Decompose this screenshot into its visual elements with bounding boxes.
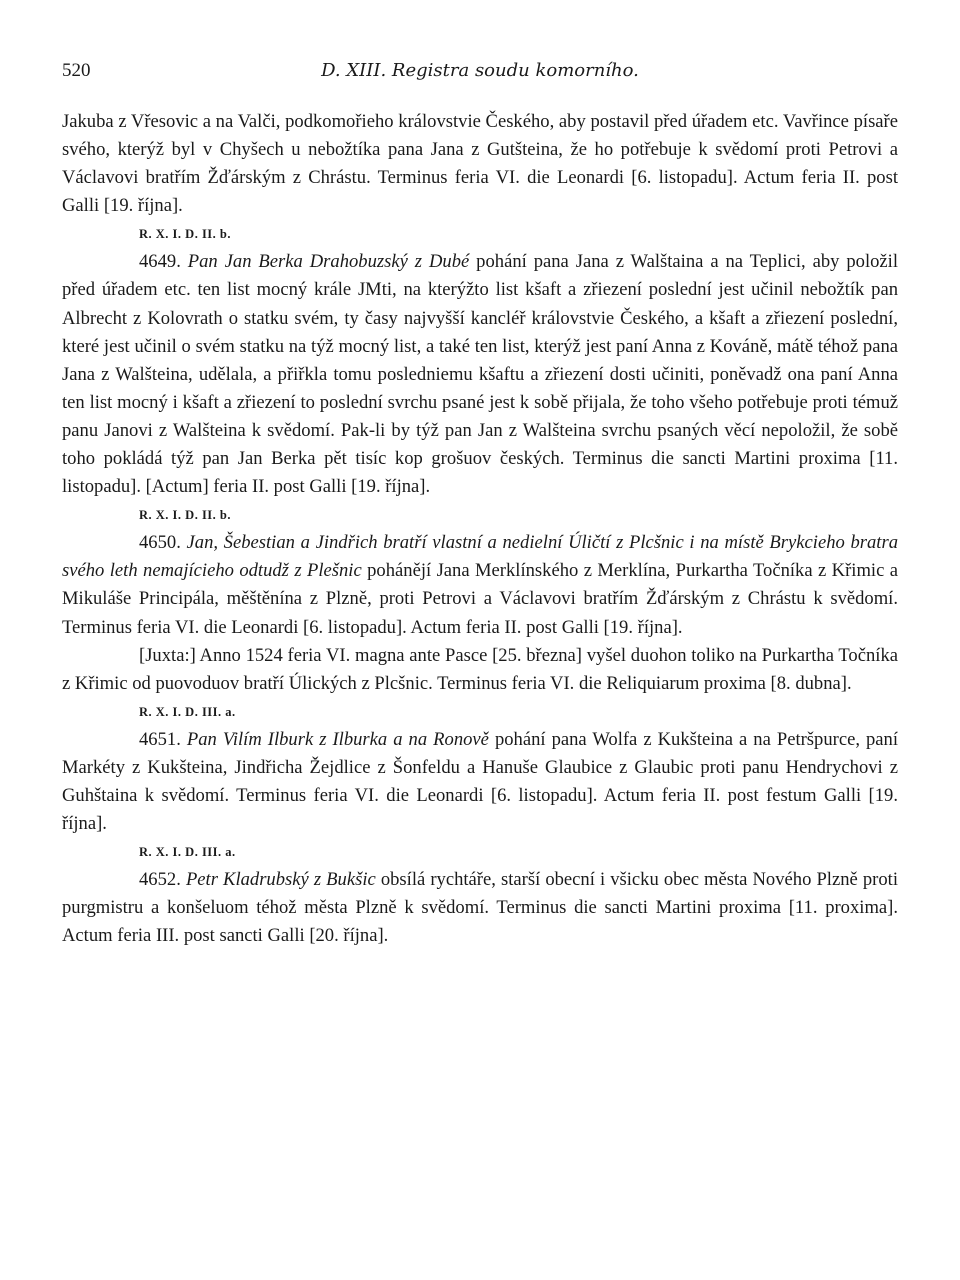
entry-text: obsílá rychtáře, starší obecní i všicku obec města Nového Plzně proti purgmistru a konšeluom téhož města Plzně k svědomí. Terminus die sancti Martini proxima [11. proxima]. Actum feria III. post sancti Galli [20. října]. (62, 869, 898, 947)
entry-names: Pan Jan Berka Drahobuzský z Dubé (187, 251, 470, 273)
entry-4650 (62, 529, 898, 641)
entry-names: Petr Kladrubský z Bukšic (185, 869, 376, 891)
archive-reference: R. X. I. D. III. a. (139, 704, 236, 719)
body-text (62, 108, 898, 950)
entry-number: 4650. (139, 532, 181, 554)
archive-reference: R. X. I. D. II. b. (139, 227, 232, 242)
archive-reference: R. X. I. D. II. b. (139, 508, 232, 523)
entry-number: 4651. (139, 728, 181, 750)
entry-number: 4649. (139, 251, 181, 273)
entry-text: pohání pana Wolfa z Kukšteina a na Petršpurce, paní Markéty z Kukšteina, Jindřicha Žejdlice z Šonfeldu a Hanuše Glaubice z Glaubic proti panu Hendrychovi z Guhštaina k svědomí. Terminus feria VI. die Leonardi [6. listopadu]. Actum feria II. post festum Galli [19. října]. (62, 728, 899, 835)
entry-text: pohání pana Jana z Walštaina a na Teplici, aby položil před úřadem etc. ten list mocný krále JMti, na kterýžto list kšaft a zřiezení poslední jest učinil nebožtík pan Albrecht z Kolovrath o statku svém, ty časy najvyšší kancléř královstvie Českého, a kšaft a zřiezení poslední, které jest učinil o svém statku na týž mocný list, a také ten list, kterýž jest paní Anna z Kováně, mátě téhož pana Jana z Walšteina, udělala, a přiřkla tomu posledniemu kšaftu a zřiezení dosti učiniti, poněvadž ona paní Anna ten list mocný i kšaft a zřiezení to poslední svrchu psané jest k sobě přijala, že toho všeho potřebuje proti témuž panu Janovi z Walšteina k svědomí. Pak-li by týž pan Jan z Walšteina svrchu psaných věcí nepoložil, že sobě toho pokládá týž pan Jan Berka pět tisíc kop grošuov českých. Terminus die sancti Martini proxima [11. listopadu]. [Actum] feria II. post Galli [19. října]. (62, 251, 898, 498)
entry-4651 (62, 726, 898, 838)
entry-number: 4652. (139, 869, 181, 891)
archive-reference: R. X. I. D. III. a. (139, 845, 236, 860)
entry-4652 (62, 866, 898, 950)
entry-names: Pan Vilím Ilburk z Ilburka a na Ronově (186, 728, 489, 750)
entry-text: pohánějí Jana Merklínského z Merklína, Purkartha Točníka z Křimic a Mikuláše Principála, měštěnína z Plzně, proti Petrovi a Václavovi bratřím Žďárským z Chrástu k svědomí. Terminus feria VI. die Leonardi [6. listopadu]. Actum feria II. post Galli [19. října]. (62, 560, 898, 638)
entry-names: Jan, Šebestian a Jindřich bratří vlastní a nedielní Úličtí z Plcšnic i na místě Brykcieho bratra svého leth nemajícieho odtudž z Plešnic (62, 532, 898, 582)
running-title: D. XIII. Registra soudu komorního. (321, 60, 639, 81)
document-page (62, 58, 898, 950)
page-number: 520 (62, 60, 91, 81)
page-header (62, 58, 898, 88)
intro-paragraph: Jakuba z Vřesovic a na Valči, podkomořieho královstvie Českého, aby postavil před úřadem etc. Vavřince písaře svého, kterýž byl v Chyšech u nebožtíka pana Jana z Gutšteina, že ho potřebuje k svědomí proti Petrovi a Václavovi bratřím Žďárským z Chrástu. Terminus feria VI. die Leonardi [6. listopadu]. Actum feria II. post Galli [19. října]. (62, 111, 898, 217)
entry-4650-note: [Juxta:] Anno 1524 feria VI. magna ante Pasce [25. března] vyšel duohon toliko na Purkartha Točníka z Křimic od puovoduov bratří Úlických z Plcšnic. Terminus feria VI. die Reliquiarum proxima [8. dubna]. (62, 644, 898, 694)
entry-4649 (62, 248, 898, 501)
